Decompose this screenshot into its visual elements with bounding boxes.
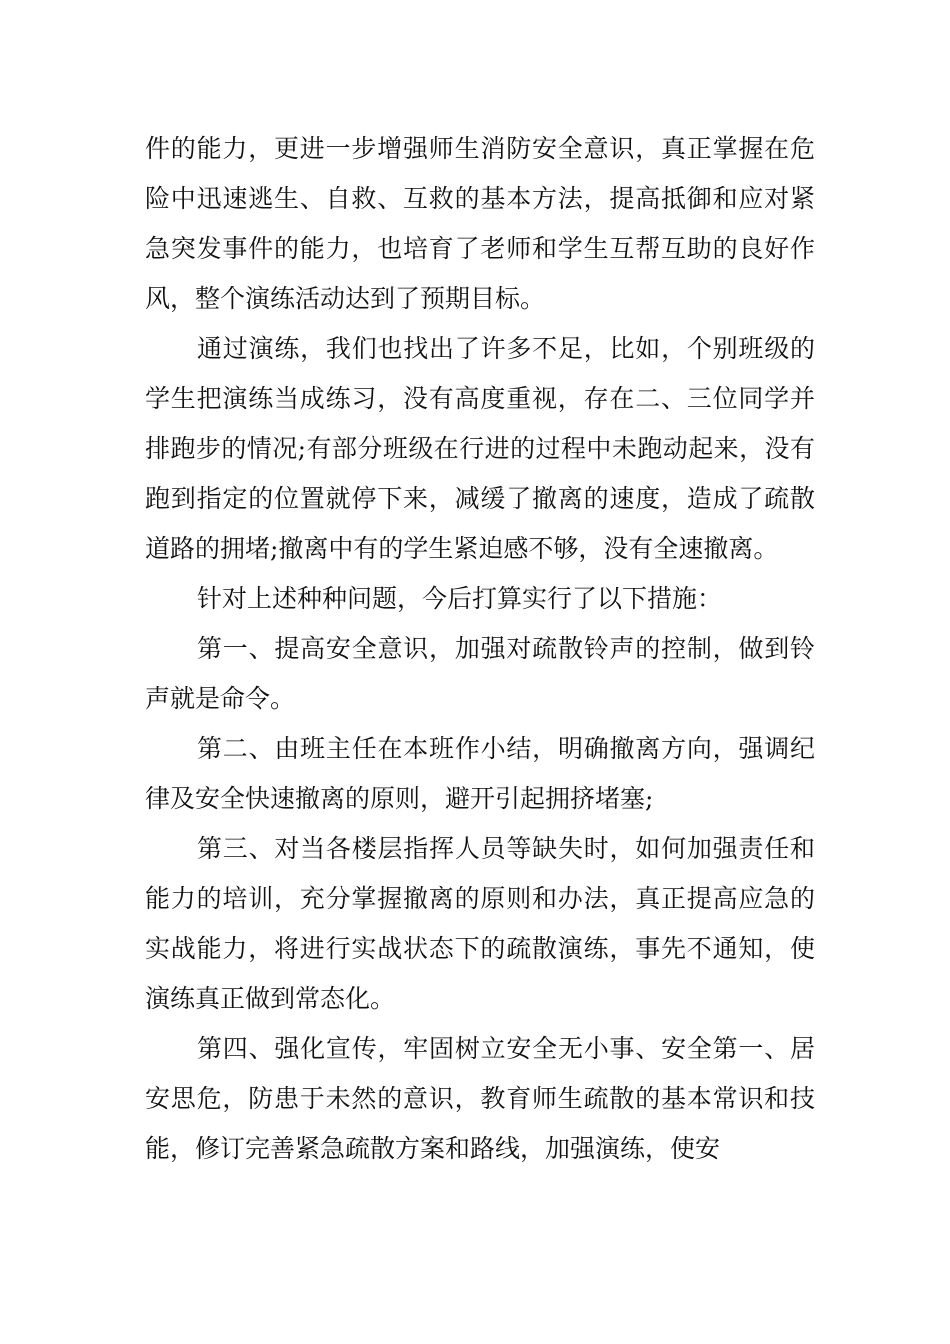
paragraph-measure-3: 第三、对当各楼层指挥人员等缺失时，如何加强责任和能力的培训，充分掌握撤离的原则和办法，真正提高应急的实战能力，将进行实战状态下的疏散演练，事先不通知，使演练真正做到常态化。	[145, 834, 815, 1013]
paragraph-continuation: 件的能力，更进一步增强师生消防安全意识，真正掌握在危险中迅速逃生、自救、互救的基本方法，提高抵御和应对紧急突发事件的能力，也培育了老师和学生互帮互助的良好作风，整个演练活动达到了预期目标。	[145, 134, 815, 313]
paragraph-measures-intro: 针对上述种种问题，今后打算实行了以下措施：	[197, 584, 723, 613]
paragraph-measure-1: 第一、提高安全意识，加强对疏散铃声的控制，做到铃声就是命令。	[145, 634, 815, 713]
paragraph-shortcomings: 通过演练，我们也找出了许多不足，比如，个别班级的学生把演练当成练习，没有高度重视，存在二、三位同学并排跑步的情况;有部分班级在行进的过程中未跑动起来，没有跑到指定的位置就停下来，减缓了撤离的速度，造成了疏散道路的拥堵;撤离中有的学生紧迫感不够，没有全速撤离。	[145, 334, 815, 563]
paragraph-measure-4: 第四、强化宣传，牢固树立安全无小事、安全第一、居安思危，防患于未然的意识，教育师生疏散的基本常识和技能，修订完善紧急疏散方案和路线，加强演练，使安	[145, 1034, 815, 1163]
paragraph-measure-2: 第二、由班主任在本班作小结，明确撤离方向，强调纪律及安全快速撤离的原则，避开引起拥挤堵塞;	[145, 734, 815, 813]
document-body	[145, 124, 815, 1174]
